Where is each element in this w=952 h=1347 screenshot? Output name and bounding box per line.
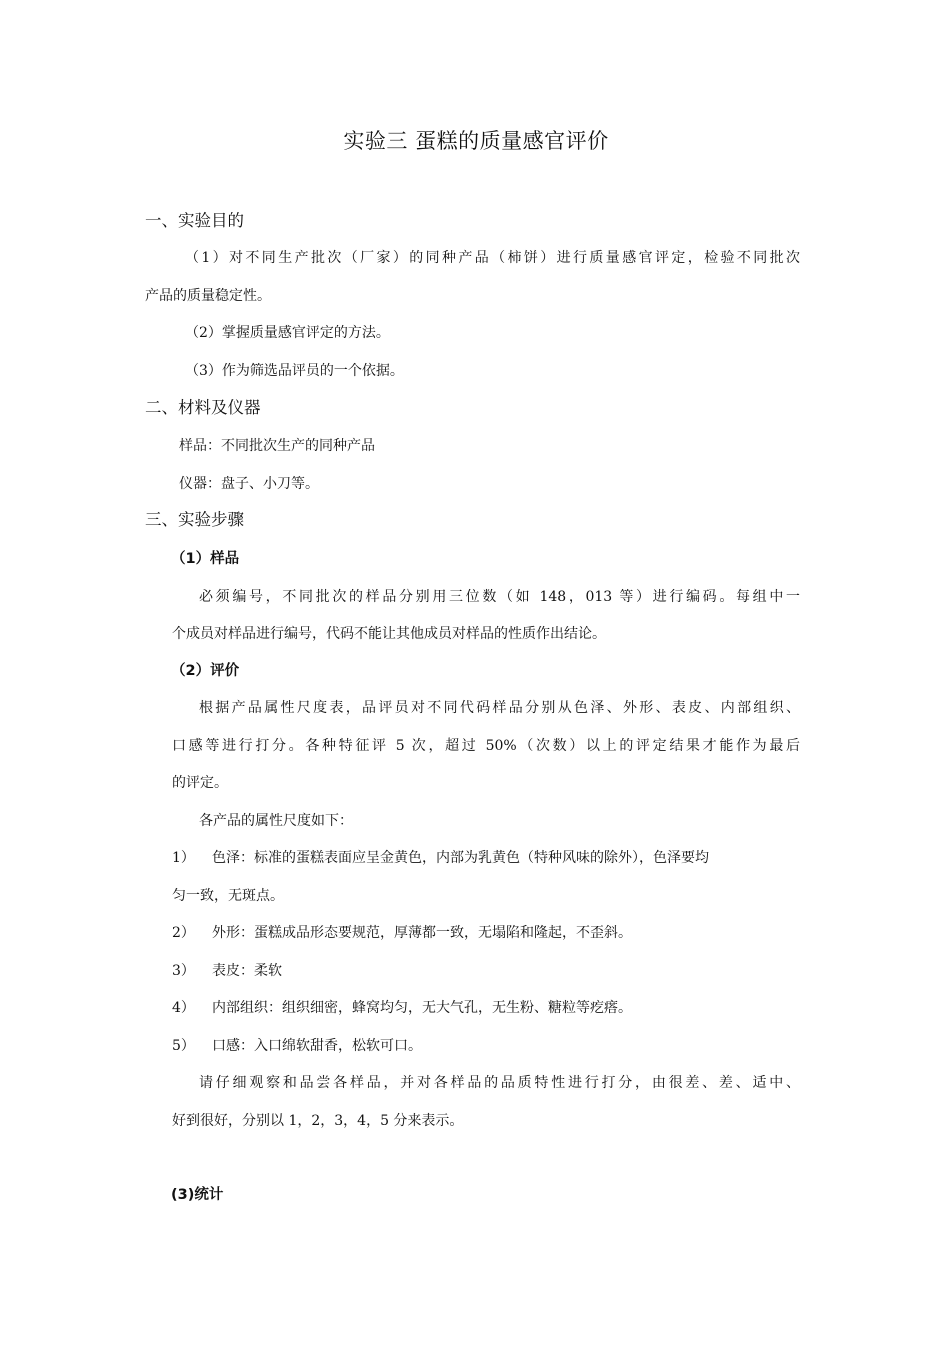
section-heading-procedure: 三、实验步骤 bbox=[145, 510, 244, 529]
document-title: 实验三 蛋糕的质量感官评价 bbox=[343, 129, 609, 153]
attribute-item-number: 4） bbox=[172, 1000, 195, 1016]
evaluation-para-line-1: 根据产品属性尺度表，品评员对不同代码样品分别从色泽、外形、表皮、内部组织、 bbox=[199, 700, 800, 716]
attribute-scale-intro: 各产品的属性尺度如下： bbox=[199, 813, 353, 829]
attribute-item-color bbox=[172, 847, 800, 869]
attribute-item-texture bbox=[172, 997, 632, 1019]
subsection-heading-sample: （1）样品 bbox=[171, 551, 240, 567]
attribute-item-text: 口感：入口绵软甜香，松软可口。 bbox=[212, 1038, 422, 1054]
attribute-item-crust bbox=[172, 960, 282, 982]
attribute-item-text: 表皮：柔软 bbox=[212, 963, 282, 979]
materials-sample: 样品：不同批次生产的同种产品 bbox=[179, 438, 375, 454]
attribute-item-number: 3） bbox=[172, 963, 195, 979]
objective-item-3: （3）作为筛选品评员的一个依据。 bbox=[185, 363, 404, 379]
subsection-heading-evaluation: （2）评价 bbox=[171, 663, 240, 679]
attribute-item-text: 色泽：标准的蛋糕表面应呈金黄色，内部为乳黄色（特种风味的除外），色泽要均 bbox=[212, 850, 709, 866]
sample-para-line-2: 个成员对样品进行编号，代码不能让其他成员对样品的性质作出结论。 bbox=[172, 626, 606, 642]
subsection-heading-statistics: (3)统计 bbox=[171, 1187, 224, 1203]
evaluation-para-line-3: 的评定。 bbox=[172, 775, 228, 791]
objective-item-2: （2）掌握质量感官评定的方法。 bbox=[185, 325, 390, 341]
attribute-item-color-line-2: 匀一致，无斑点。 bbox=[172, 888, 284, 904]
attribute-item-mouthfeel bbox=[172, 1035, 422, 1057]
scoring-instruction-line-2: 好到很好，分别以 1，2，3，4，5 分来表示。 bbox=[172, 1113, 464, 1129]
section-heading-objective: 一、实验目的 bbox=[145, 211, 244, 230]
objective-item-1-line-2: 产品的质量稳定性。 bbox=[145, 288, 271, 304]
objective-item-1-line-1: （1）对不同生产批次（厂家）的同种产品（柿饼）进行质量感官评定，检验不同批次 bbox=[185, 250, 800, 266]
attribute-item-text: 外形：蛋糕成品形态要规范，厚薄都一致，无塌陷和隆起，不歪斜。 bbox=[212, 925, 632, 941]
attribute-item-shape bbox=[172, 922, 632, 944]
evaluation-para-line-2: 口感等进行打分。各种特征评 5 次，超过 50%（次数）以上的评定结果才能作为最后 bbox=[172, 738, 800, 754]
attribute-item-number: 5） bbox=[172, 1038, 195, 1054]
section-heading-materials: 二、材料及仪器 bbox=[145, 398, 261, 417]
attribute-item-number: 1） bbox=[172, 850, 195, 866]
scoring-instruction-line-1: 请仔细观察和品尝各样品，并对各样品的品质特性进行打分，由很差、差、适中、 bbox=[199, 1075, 800, 1091]
materials-instrument: 仪器：盘子、小刀等。 bbox=[179, 476, 319, 492]
attribute-item-text: 内部组织：组织细密，蜂窝均匀，无大气孔，无生粉、糖粒等疙瘩。 bbox=[212, 1000, 632, 1016]
sample-para-line-1: 必须编号，不同批次的样品分别用三位数（如 148，013 等）进行编码。每组中一 bbox=[199, 589, 800, 605]
attribute-item-number: 2） bbox=[172, 925, 195, 941]
